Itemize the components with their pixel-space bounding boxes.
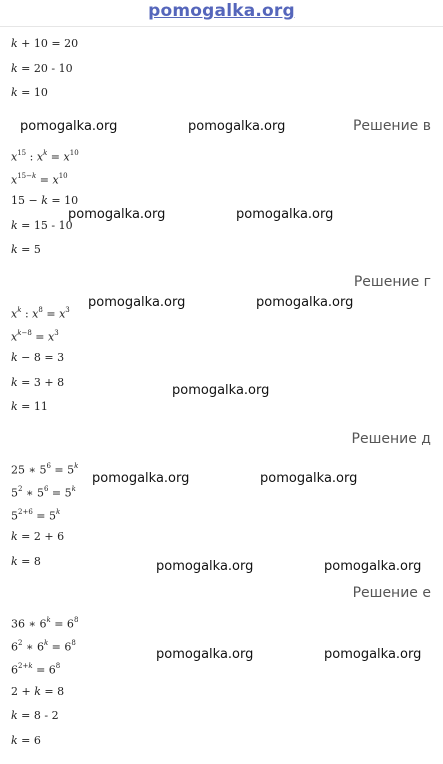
watermark-text: pomogalka.org [172,383,270,398]
watermark-text: pomogalka.org [324,559,422,574]
watermark-text: pomogalka.org [68,207,166,222]
math-line: k = 11 [11,400,48,413]
watermark-text: pomogalka.org [20,119,118,134]
watermark-text: pomogalka.org [256,295,354,310]
math-line: $6^{2+k} = 6^8$ [11,662,61,677]
math-line: k − 8 = 3 [11,351,65,364]
math-line: 36 ∗ $6^k = 6^8$ [11,616,79,631]
math-line: $5^{2+6} = 5^k$ [11,508,61,523]
watermark-text: pomogalka.org [92,471,190,486]
math-line: $x^{k-8} = x^3$ [11,329,59,344]
solution-heading-v: Решение в [352,118,431,134]
math-line: k = 3 + 8 [11,376,65,389]
site-logo-link[interactable]: pomogalka.org [148,1,295,21]
solution-heading-e: Решение е [352,585,431,601]
math-line: 2 + k = 8 [11,685,65,698]
watermark-text: pomogalka.org [156,647,254,662]
math-line: k = 8 - 2 [11,709,59,722]
math-line: k = 2 + 6 [11,530,65,543]
site-header [0,0,443,27]
math-line: 25 ∗ $5^6 = 5^k$ [11,462,79,477]
math-line: $5^2$ ∗ $5^6 = 5^k$ [11,485,76,500]
math-line: $6^2$ ∗ $6^k = 6^8$ [11,639,76,654]
solution-heading-g: Решение г [353,274,431,290]
math-line: 15 − k = 10 [11,194,79,207]
math-line: $x^{15}$ : $x^k = x^{10}$ [11,149,79,164]
math-line: $x^k$ : $x^8 = x^3$ [11,306,70,321]
math-line: k = 10 [11,86,48,99]
watermark-text: pomogalka.org [156,559,254,574]
math-line: k = 20 - 10 [11,62,73,75]
math-line: $x^{15-k} = x^{10}$ [11,172,68,187]
math-line: k = 8 [11,555,41,568]
math-line: k + 10 = 20 [11,37,79,50]
solution-heading-d: Решение д [351,431,431,447]
watermark-text: pomogalka.org [188,119,286,134]
watermark-text: pomogalka.org [260,471,358,486]
math-line: k = 6 [11,734,41,747]
watermark-text: pomogalka.org [324,647,422,662]
watermark-text: pomogalka.org [236,207,334,222]
watermark-text: pomogalka.org [88,295,186,310]
math-line: k = 15 - 10 [11,219,73,232]
math-line: k = 5 [11,243,41,256]
